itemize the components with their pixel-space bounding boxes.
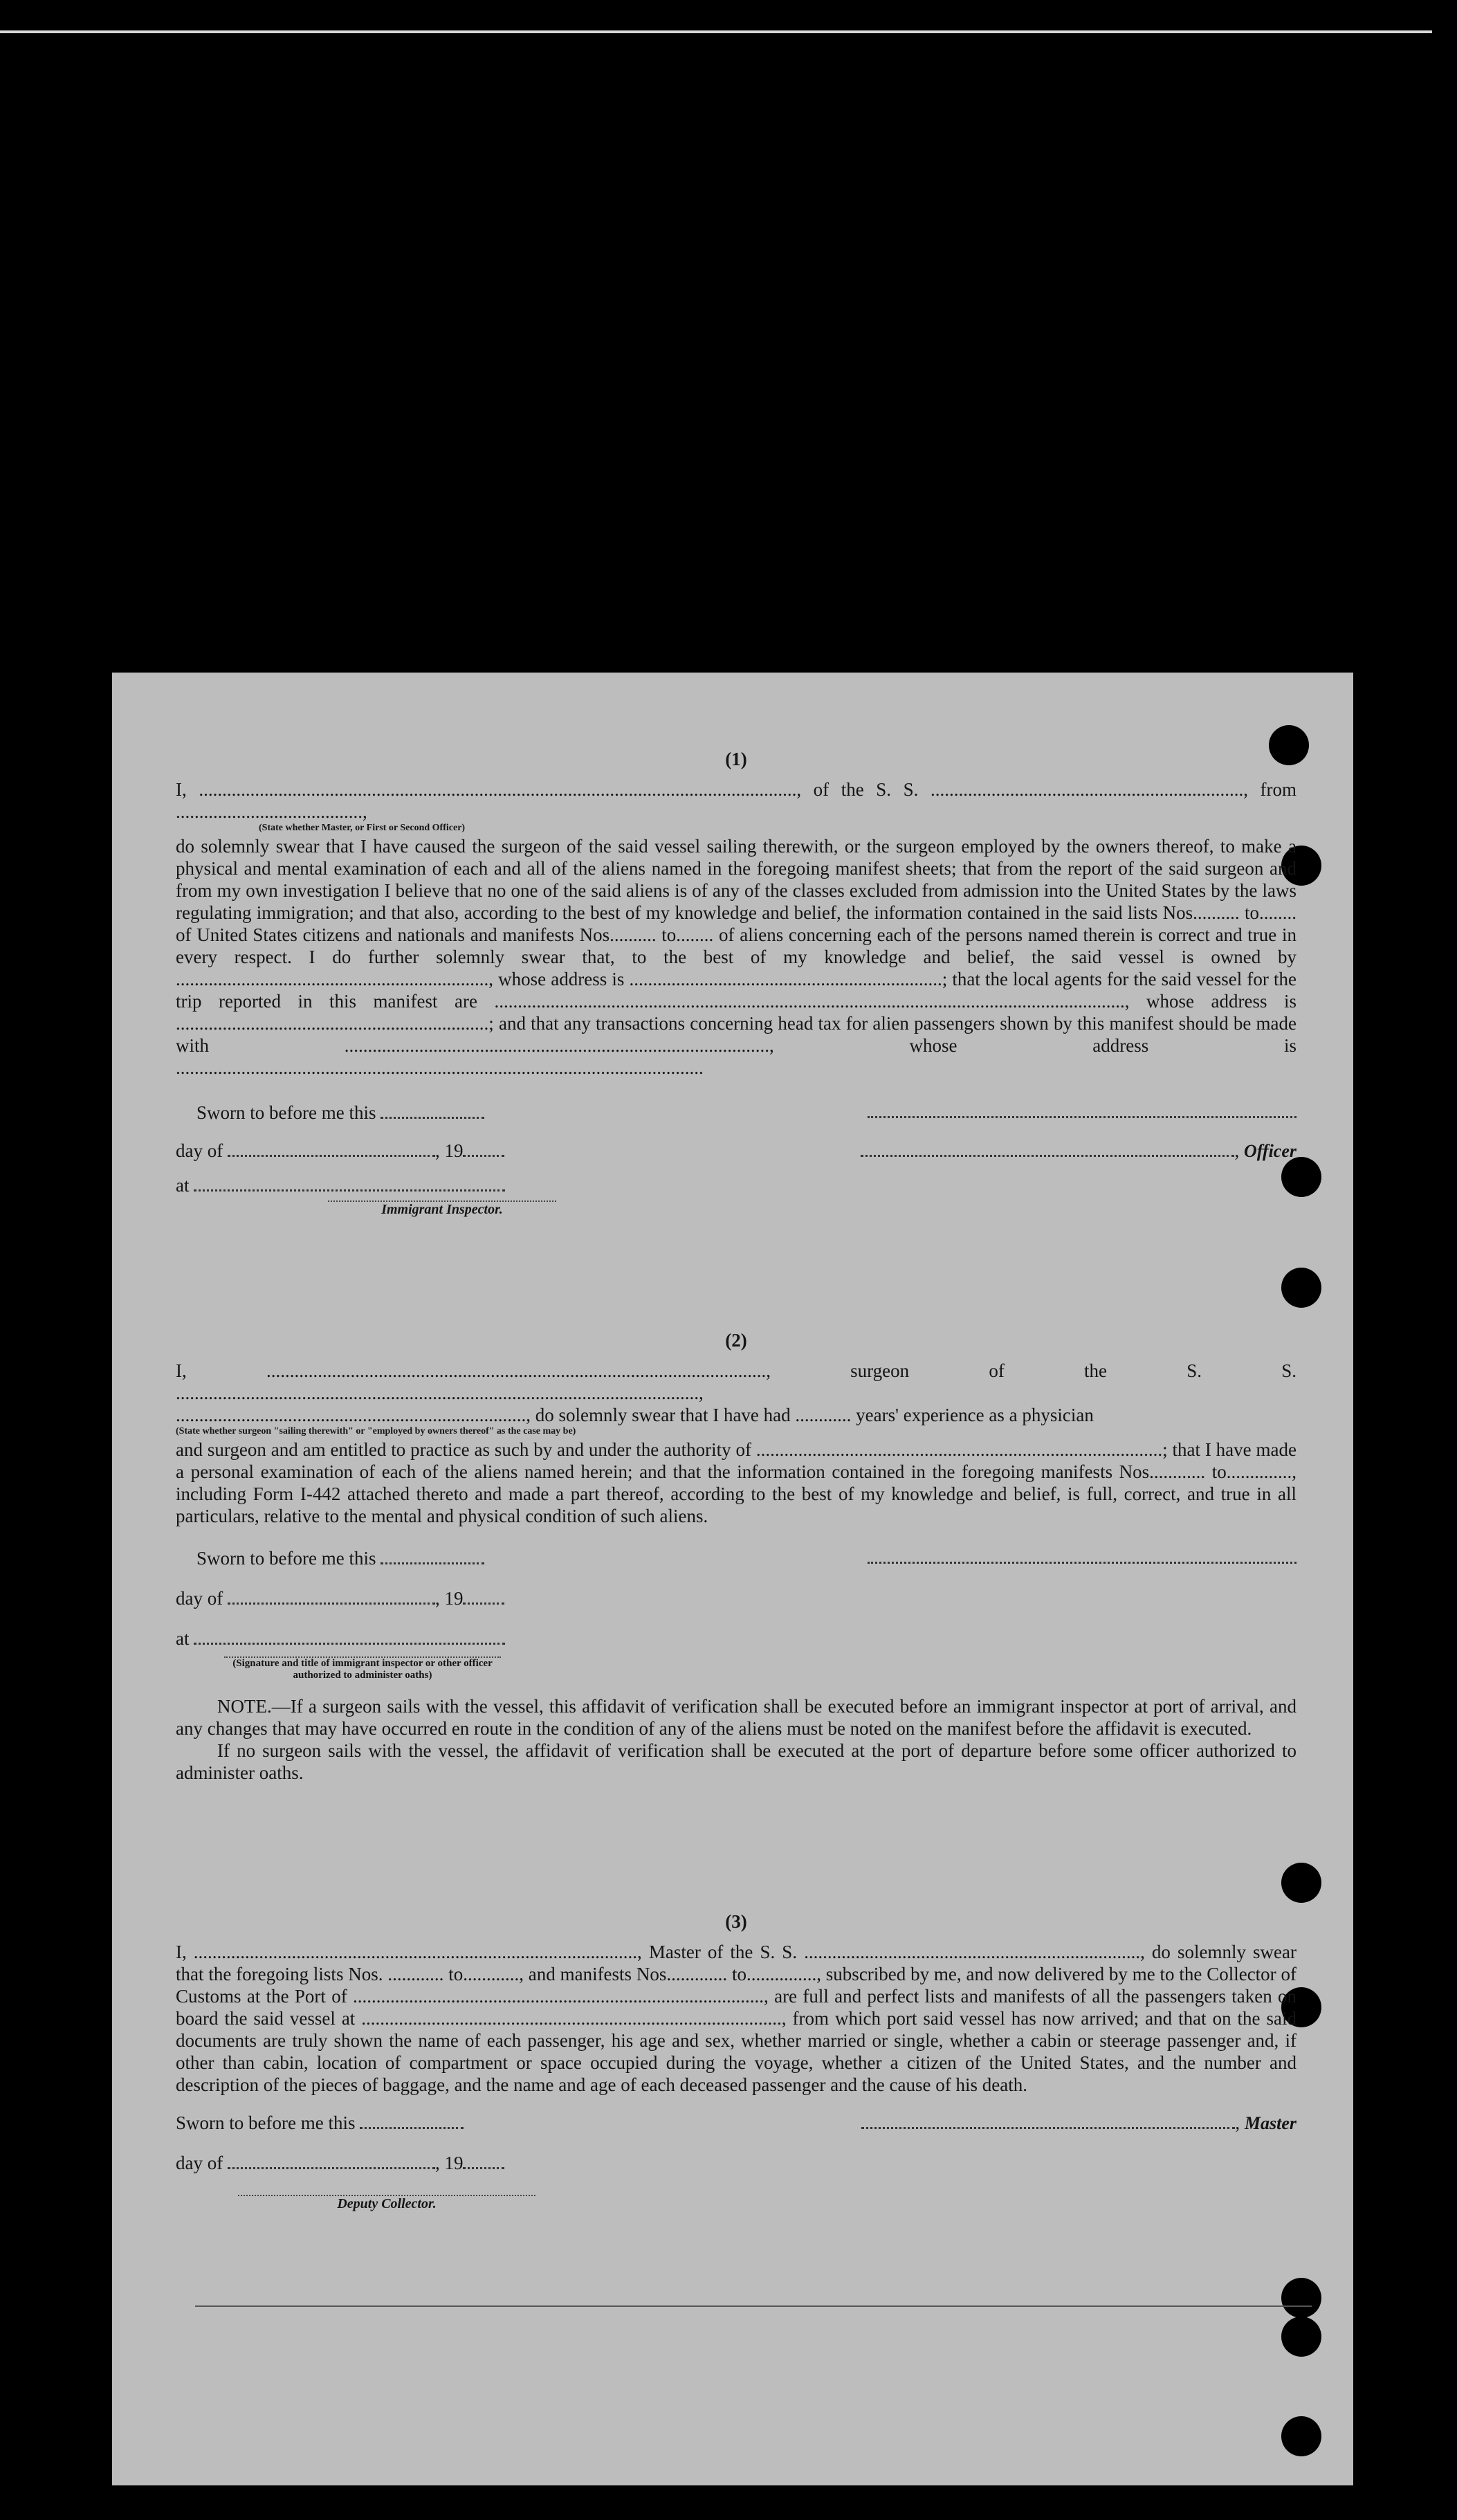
officer-signature-note: (Signature and title of immigrant inspector or other officer authorized to administer oaths): [224, 1656, 501, 1681]
year-label: 19: [444, 1140, 464, 1161]
section-3-sworn-row: Sworn to before me this , Master: [176, 2112, 1296, 2133]
collector-signature-block: [238, 2195, 535, 2212]
section-2-sworn-row: [176, 1548, 1296, 1569]
no-surgeon-note: If no surgeon sails with the vessel, the affidavit of verification shall be executed at the port of departure before some officer authorized to administer oaths.: [176, 1740, 1296, 1783]
sworn-label: Sworn to before me this: [176, 2112, 356, 2133]
section-2-subnote: (State whether surgeon "sailing therewith" or "employed by owners thereof" as the case may be): [176, 1426, 576, 1436]
section-3-body: I, ..............................................................................................., Master of the S. S. ........................................................................, do solemnly swear that the foregoing lists Nos. ............ to............, and manifests Nos............. to..............., subscribed by me, and now delivered by me to the Collector of Customs at the Port of ........................................................................................, are full and perfect lists and manifests of all the passengers taken on board the said vessel at .........................................................................................., from which port said vessel has now arrived; and that on the said documents are truly shown the name of each passenger, his age and sex, whether married or single, whether a cabin or steerage passenger and, if other than cabin, location of compartment or space occupied during the voyage, whether a citizen of the United States, and the number and description of the pieces of baggage, and the name and age of each deceased passenger and the cause of his death.: [176, 1942, 1296, 2095]
scan-top-line: [0, 30, 1432, 33]
section-2-surgeon-affidavit: [176, 1330, 1296, 1784]
punch-hole: [1281, 2317, 1321, 2357]
section-number: (3): [725, 1911, 747, 1932]
master-label: Master: [1244, 2113, 1296, 2133]
at-label: at: [176, 1175, 190, 1196]
section-number: (1): [725, 749, 747, 769]
section-3-master-oath: [176, 1911, 1296, 2212]
collector-label: Deputy Collector.: [337, 2196, 437, 2211]
punch-hole: [1281, 2278, 1321, 2318]
section-1-body: do solemnly swear that I have caused the surgeon of the said vessel sailing therewith, or the surgeon employed by the owners thereof, to make a physical and mental examination of each and all of the aliens named in the foregoing manifest sheets; that from the report of the said surgeon and from my own investigation I believe that no one of the said aliens is of any of the classes excluded from admission into the United States by the laws regulating immigration; and that also, according to the best of my knowledge and belief, the information contained in the said lists Nos.......... to........ of United States citizens and nationals and manifests Nos.......... to........ of aliens concerning each of the persons named therein is correct and true in every respect. I do further solemnly swear that, to the best of my knowledge and belief, the said vessel is owned by ..................................................................., whose address is ...................................................................; that the local agents for the said vessel for the trip reported in this manifest are ......................................................................................................................................., whose address is ...................................................................; and that any transactions concerning head tax for alien passengers shown by this manifest should be made with ..........................................................................................., whose address is .................................................................................................................: [176, 836, 1296, 1078]
section-2-line2: ..........................................................................., do solemnly swear that I have had ............ years' experience as a physician: [176, 1405, 1094, 1425]
section-number: (2): [725, 1330, 747, 1351]
surgeon-note: NOTE.—If a surgeon sails with the vessel, this affidavit of verification shall be executed before an immigrant inspector at port of arrival, and any changes that may have occurred en route in the condition of any of the aliens must be noted on the manifest before the affidavit is executed.: [176, 1696, 1296, 1739]
year-label: 19: [444, 1588, 464, 1609]
signature-line: [868, 1548, 1296, 1564]
day-label: day of: [176, 2153, 223, 2173]
officer-label: Officer: [1243, 1141, 1296, 1161]
section-3-day-row: day of , 19: [176, 2152, 1296, 2174]
signature-line: [868, 1102, 1296, 1118]
section-1-master-affidavit: [176, 749, 1296, 1218]
sworn-label: Sworn to before me this: [196, 1548, 376, 1569]
sworn-label: Sworn to before me this: [196, 1102, 376, 1123]
section-1-sworn-row: [176, 1102, 1296, 1124]
manifest-affidavit-page: [112, 673, 1353, 2485]
at-label: at: [176, 1628, 190, 1649]
section-1-day-row: day of , 19 , Officer: [176, 1140, 1296, 1161]
punch-hole: [1281, 1268, 1321, 1308]
section-1-at-row: [176, 1174, 1296, 1196]
section-2-at-row: [176, 1627, 1296, 1650]
year-label: 19: [444, 2153, 464, 2173]
section-2-day-row: day of , 19: [176, 1587, 1296, 1609]
section-1-subnote: (State whether Master, or First or Second Officer): [259, 823, 466, 833]
punch-hole: [1281, 2416, 1321, 2456]
bottom-rule: [195, 2306, 1312, 2307]
day-label: day of: [176, 1140, 223, 1161]
inspector-label: Immigrant Inspector.: [381, 1202, 503, 1217]
punch-hole: [1281, 1863, 1321, 1903]
section-1-intro: I, ................................................................................................................................, of the S. S. ..................................................................., from ........................................,: [176, 779, 1296, 822]
inspector-signature-block: [328, 1200, 556, 1218]
section-2-intro: I, ..........................................................................................................., surgeon of the S. S. ................................................................................................................,: [176, 1360, 1296, 1403]
day-label: day of: [176, 1588, 223, 1609]
section-2-body: and surgeon and am entitled to practice as such by and under the authority of .......................................................................................; that I have made a personal examination of each of the aliens named herein; and that the information contained in the foregoing manifests Nos............ to.............., including Form I-442 attached thereto and made a part thereof, according to the best of my knowledge and belief, is full, correct, and true in all particulars, relative to the mental and physical condition of such aliens.: [176, 1439, 1296, 1526]
